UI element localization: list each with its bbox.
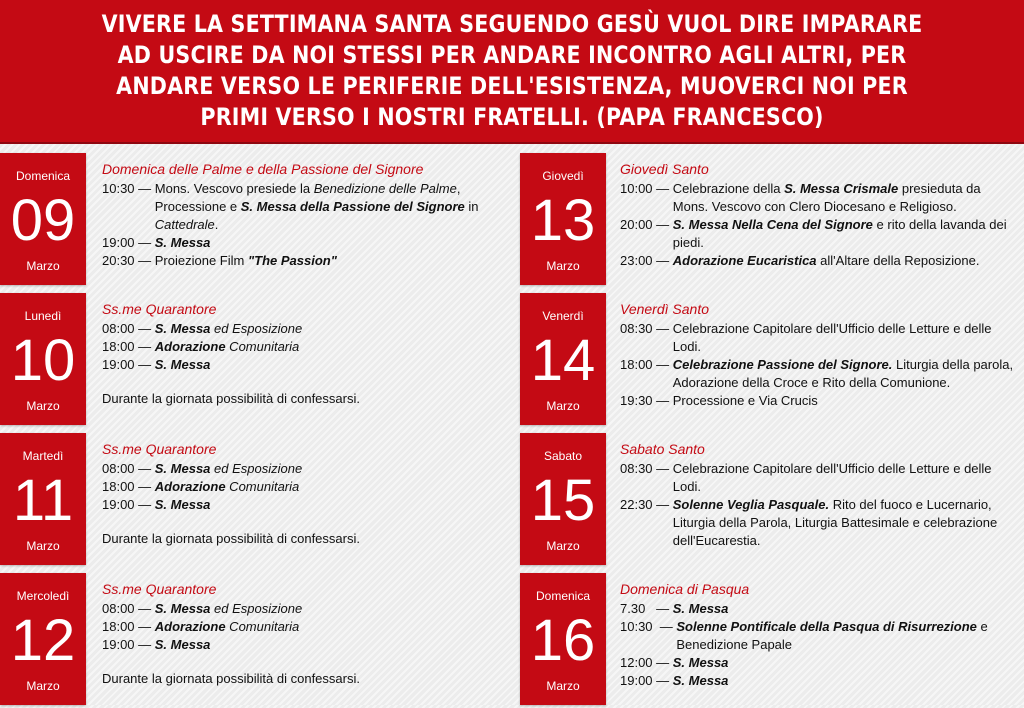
event-time: 18:00 — [102, 339, 155, 354]
event-row [620, 356, 1016, 392]
event-text: Solenne Pontificale della Pasqua di Risurrezione [676, 619, 977, 634]
date-card [0, 153, 86, 285]
event-text: Comunitaria [225, 619, 300, 634]
event-time: 19:00 — [102, 357, 155, 372]
event-text: Mons. Vescovo presiede la [154, 181, 314, 196]
date-weekday: Domenica [535, 589, 591, 603]
event-description [676, 618, 1016, 654]
event-description [155, 338, 496, 356]
day-title: Ss.me Quarantore [102, 301, 217, 317]
date-month: Marzo [546, 259, 580, 273]
event-text: e Benedizione Papale [676, 619, 988, 652]
day-block-14 [520, 293, 1020, 428]
event-row [102, 356, 496, 374]
date-weekday: Martedì [22, 449, 64, 463]
date-day-number: 15 [530, 468, 596, 533]
event-text: presieduta da Mons. Vescovo con Clero Diocesano e Religioso. [672, 181, 981, 214]
event-description [155, 478, 496, 496]
event-description [155, 180, 496, 234]
event-time: 22:30 — [620, 497, 673, 512]
event-text: Celebrazione Capitolare dell'Ufficio delle Letture e delle Lodi. [672, 321, 992, 354]
event-text: S. Messa [672, 673, 729, 688]
event-text: , Processione e [154, 181, 461, 214]
event-text: Adorazione Eucaristica [672, 253, 817, 268]
date-month: Marzo [26, 259, 60, 273]
event-time: 20:30 — [102, 253, 155, 268]
day-events [620, 160, 1016, 270]
date-month: Marzo [26, 399, 60, 413]
date-card [520, 573, 606, 705]
event-row [102, 460, 496, 478]
event-text: S. Messa della Passione del Signore [240, 199, 465, 214]
event-text: S. Messa [672, 655, 729, 670]
date-weekday: Giovedì [542, 169, 584, 183]
event-row [620, 392, 1016, 410]
header-banner [0, 0, 1024, 144]
event-text: Cattedrale [154, 217, 215, 232]
event-time: 20:00 — [620, 217, 673, 232]
event-row [620, 672, 1016, 690]
event-row [102, 618, 496, 636]
day-block-11 [0, 433, 508, 568]
event-text: Celebrazione Passione del Signore. [672, 357, 893, 372]
date-month: Marzo [546, 399, 580, 413]
event-text: Liturgia della parola, Adorazione della Croce e Rito della Comunione. [672, 357, 1014, 390]
event-text: ed Esposizione [210, 601, 303, 616]
event-row [620, 460, 1016, 496]
event-text: S. Messa [154, 235, 211, 250]
date-day-number: 13 [530, 188, 596, 253]
event-text: "The Passion" [247, 253, 337, 268]
event-time: 19:30 — [620, 393, 673, 408]
event-description [155, 618, 496, 636]
event-description [673, 356, 1016, 392]
date-day-number: 12 [10, 608, 76, 673]
event-row [620, 320, 1016, 356]
date-day-number: 14 [530, 328, 596, 393]
event-text: in [464, 199, 479, 214]
event-row [620, 180, 1016, 216]
event-description [673, 654, 1016, 672]
date-day-number: 11 [12, 468, 74, 533]
event-text: Processione e Via Crucis [672, 393, 818, 408]
event-text: e rito della lavanda dei piedi. [672, 217, 1007, 250]
event-description [155, 496, 496, 514]
event-row [102, 338, 496, 356]
date-month: Marzo [546, 539, 580, 553]
date-weekday: Lunedì [24, 309, 62, 323]
event-description [155, 252, 496, 270]
date-card [0, 293, 86, 425]
event-text: Celebrazione della [672, 181, 785, 196]
day-events [102, 160, 496, 270]
day-title: Ss.me Quarantore [102, 581, 217, 597]
event-description [155, 636, 496, 654]
event-text: all'Altare della Reposizione. [816, 253, 980, 268]
event-text: Proiezione Film [154, 253, 248, 268]
day-title: Sabato Santo [620, 441, 705, 457]
event-row [102, 600, 496, 618]
event-time: 18:00 — [620, 357, 673, 372]
date-card [520, 433, 606, 565]
date-month: Marzo [26, 679, 60, 693]
day-events [620, 580, 1016, 690]
event-text: S. Messa [672, 601, 729, 616]
event-row [102, 234, 496, 252]
date-day-number: 09 [10, 188, 76, 253]
event-time: 19:00 — [102, 235, 155, 250]
event-description [155, 356, 496, 374]
event-text: Comunitaria [225, 479, 300, 494]
day-events [620, 440, 1016, 550]
event-row [102, 636, 496, 654]
event-text: ed Esposizione [210, 461, 303, 476]
event-text: Benedizione delle Palme [313, 181, 457, 196]
event-time: 08:30 — [620, 461, 673, 476]
event-description [673, 216, 1016, 252]
date-card [520, 293, 606, 425]
day-title: Domenica di Pasqua [620, 581, 750, 597]
event-description [155, 320, 496, 338]
event-row [620, 496, 1016, 550]
event-text: S. Messa [154, 461, 211, 476]
date-month: Marzo [546, 679, 580, 693]
confession-note: Durante la giornata possibilità di confessarsi. [102, 531, 360, 546]
event-row [102, 478, 496, 496]
event-text: Adorazione [154, 339, 226, 354]
day-block-13 [520, 153, 1020, 288]
day-block-10 [0, 293, 508, 428]
date-weekday: Mercoledì [16, 589, 70, 603]
event-text: S. Messa [154, 637, 211, 652]
event-description [673, 320, 1016, 356]
date-card [0, 573, 86, 705]
event-description [155, 460, 496, 478]
event-text: ed Esposizione [210, 321, 303, 336]
event-text: S. Messa Crismale [784, 181, 899, 196]
event-text: Solenne Veglia Pasquale. [672, 497, 830, 512]
event-text: S. Messa [154, 357, 211, 372]
day-title: Ss.me Quarantore [102, 441, 217, 457]
day-block-16 [520, 573, 1020, 708]
event-time: 23:00 — [620, 253, 673, 268]
day-block-12 [0, 573, 508, 708]
event-text: Celebrazione Capitolare dell'Ufficio delle Letture e delle Lodi. [672, 461, 992, 494]
event-time: 19:00 — [102, 637, 155, 652]
event-text: . [214, 217, 219, 232]
day-title: Venerdì Santo [620, 301, 709, 317]
day-events [620, 300, 1016, 410]
event-row [620, 216, 1016, 252]
day-events [102, 580, 496, 688]
event-row [620, 654, 1016, 672]
event-text: Comunitaria [225, 339, 300, 354]
event-time: 10:00 — [620, 181, 673, 196]
event-time: 7.30 — [620, 601, 673, 616]
day-title: Giovedì Santo [620, 161, 709, 177]
date-weekday: Sabato [543, 449, 583, 463]
event-description [155, 600, 496, 618]
date-month: Marzo [26, 539, 60, 553]
event-description [673, 600, 1016, 618]
header-quote: VIVERE LA SETTIMANA SANTA SEGUENDO GESÙ VUOL DIRE IMPARARE AD USCIRE DA NOI STESSI PER ANDARE INCONTRO AGLI ALTRI, PER ANDARE VERSO LE PERIFERIE DELL'ESISTENZA, MUOVERCI NOI PER PRIMI VERSO I NOSTRI FRATELLI. (PAPA FRANCESCO) [101, 10, 923, 131]
date-weekday: Venerdì [542, 309, 584, 323]
event-time: 18:00 — [102, 479, 155, 494]
day-events [102, 440, 496, 548]
day-events [102, 300, 496, 408]
event-time: 08:30 — [620, 321, 673, 336]
event-row [102, 252, 496, 270]
event-row [102, 180, 496, 234]
event-description [673, 460, 1016, 496]
event-row [620, 618, 1016, 654]
event-time: 08:00 — [102, 321, 155, 336]
event-description [673, 180, 1016, 216]
event-text: S. Messa [154, 321, 211, 336]
date-day-number: 16 [530, 608, 596, 673]
event-description [673, 392, 1016, 410]
date-day-number: 10 [10, 328, 76, 393]
event-time: 08:00 — [102, 461, 155, 476]
event-row [620, 252, 1016, 270]
confession-note: Durante la giornata possibilità di confessarsi. [102, 671, 360, 686]
event-row [102, 320, 496, 338]
event-time: 10:30 — [620, 619, 677, 634]
date-card [520, 153, 606, 285]
day-block-09 [0, 153, 508, 288]
event-text: S. Messa [154, 601, 211, 616]
event-text: Adorazione [154, 479, 226, 494]
event-time: 18:00 — [102, 619, 155, 634]
event-time: 10:30 — [102, 181, 155, 196]
event-text: Adorazione [154, 619, 226, 634]
event-time: 08:00 — [102, 601, 155, 616]
event-text: Rito del fuoco e Lucernario, Liturgia della Parola, Liturgia Battesimale e celebrazione dell'Eucarestia. [672, 497, 998, 548]
date-card [0, 433, 86, 565]
event-description [673, 252, 1016, 270]
event-time: 19:00 — [102, 497, 155, 512]
event-description [673, 672, 1016, 690]
event-time: 12:00 — [620, 655, 673, 670]
day-block-15 [520, 433, 1020, 568]
event-row [102, 496, 496, 514]
event-text: S. Messa Nella Cena del Signore [672, 217, 873, 232]
day-title: Domenica delle Palme e della Passione del Signore [102, 161, 424, 177]
event-text: S. Messa [154, 497, 211, 512]
event-description [673, 496, 1016, 550]
event-time: 19:00 — [620, 673, 673, 688]
event-description [155, 234, 496, 252]
date-weekday: Domenica [15, 169, 71, 183]
confession-note: Durante la giornata possibilità di confessarsi. [102, 391, 360, 406]
event-row [620, 600, 1016, 618]
